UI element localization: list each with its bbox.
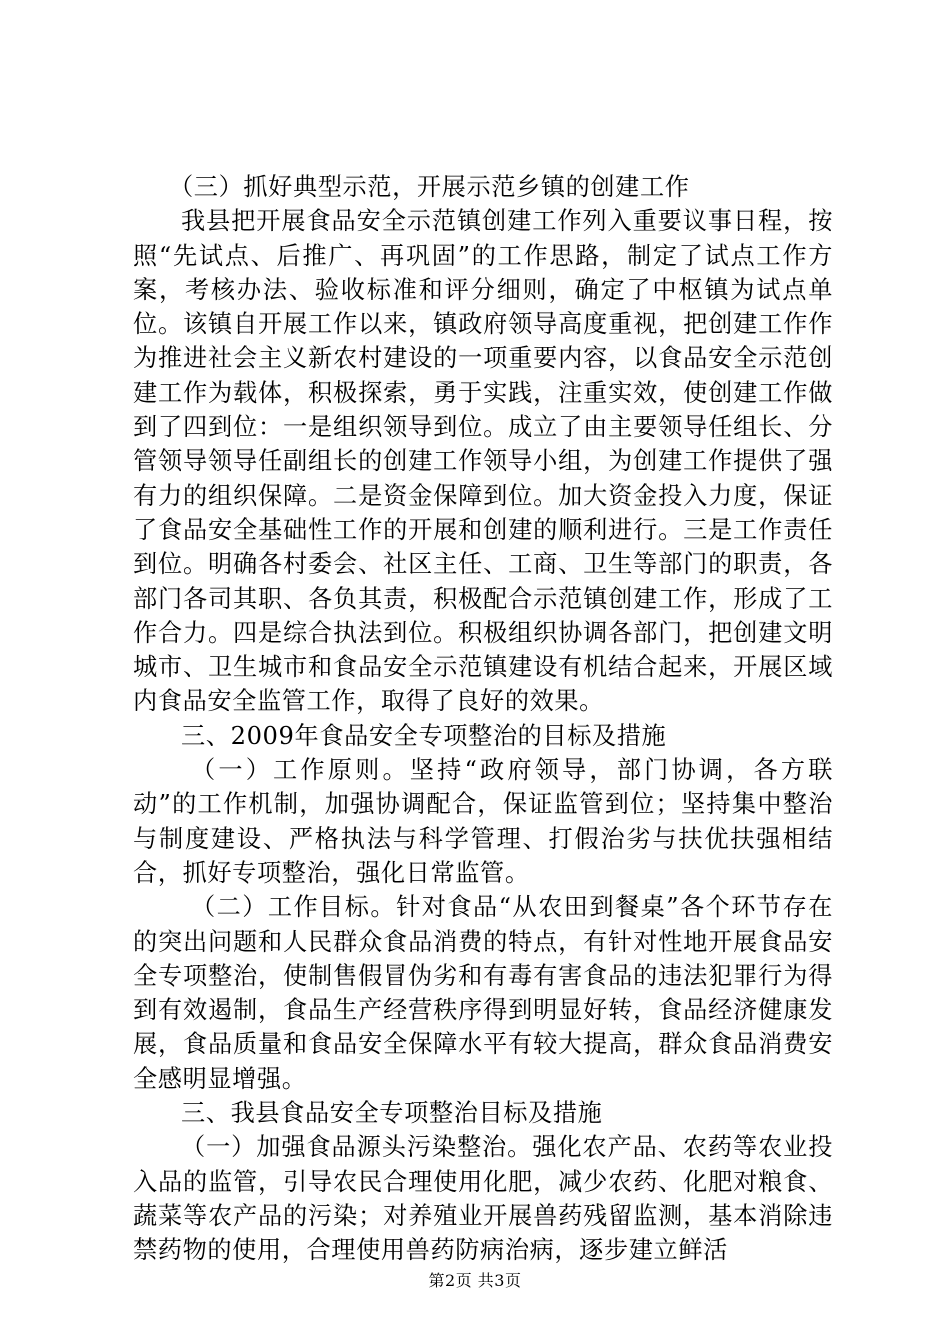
body-paragraph: 我县把开展食品安全示范镇创建工作列入重要议事日程，按照“先试点、后推广、再巩固”的工作思路，制定了试点工作方案，考核办法、验收标准和评分细则，确定了中枢镇为试点单位。该镇自开展工作以来，镇政府领导高度重视，把创建工作作为推进社会主义新农村建设的一项重要内容，以食品安全示范创建工作为载体，积极探索，勇于实践，注重实效，使创建工作做到了四到位：一是组织领导到位。成立了由主要领导任组长、分管领导领导任副组长的创建工作领导小组，为创建工作提供了强有力的组织保障。二是资金保障到位。加大资金投入力度，保证了食品安全基础性工作的开展和创建的顺利进行。三是工作责任到位。明确各村委会、社区主任、工商、卫生等部门的职责，各部门各司其职、各负其责，积极配合示范镇创建工作，形成了工作合力。四是综合执法到位。积极组织协调各部门，把创建文明城市、卫生城市和食品安全示范镇建设有机结合起来，开展区域内食品安全监管工作，取得了良好的效果。 — [133, 207, 833, 716]
section-heading: 三、2009年食品安全专项整治的目标及措施 — [181, 721, 667, 750]
body-paragraph: （一）加强食品源头污染整治。强化农产品、农药等农业投入品的监管，引导农民合理使用化肥，减少农药、化肥对粮食、蔬菜等农产品的污染；对养殖业开展兽药残留监测，基本消除违禁药物的使用，合理使用兽药防病治病，逐步建立鲜活 — [133, 1133, 833, 1265]
document-body — [133, 170, 833, 1268]
body-paragraph: （二）工作目标。针对食品“从农田到餐桌”各个环节存在的突出问题和人民群众食品消费的特点，有针对性地开展食品安全专项整治，使制售假冒伪劣和有毒有害食品的违法犯罪行为得到有效遏制，食品生产经营秩序得到明显好转，食品经济健康发展，食品质量和食品安全保障水平有较大提高，群众食品消费安全感明显增强。 — [133, 893, 833, 1093]
body-paragraph: （一）工作原则。坚持“政府领导，部门协调，各方联动”的工作机制，加强协调配合，保证监管到位；坚持集中整治与制度建设、严格执法与科学管理、打假治劣与扶优扶强相结合，抓好专项整治，强化日常监管。 — [133, 756, 833, 887]
section-heading: （三）抓好典型示范，开展示范乡镇的创建工作 — [169, 173, 690, 201]
page-footer: 第2页 共3页 — [428, 1271, 522, 1290]
section-heading: 三、我县食品安全专项整治目标及措施 — [181, 1099, 603, 1128]
